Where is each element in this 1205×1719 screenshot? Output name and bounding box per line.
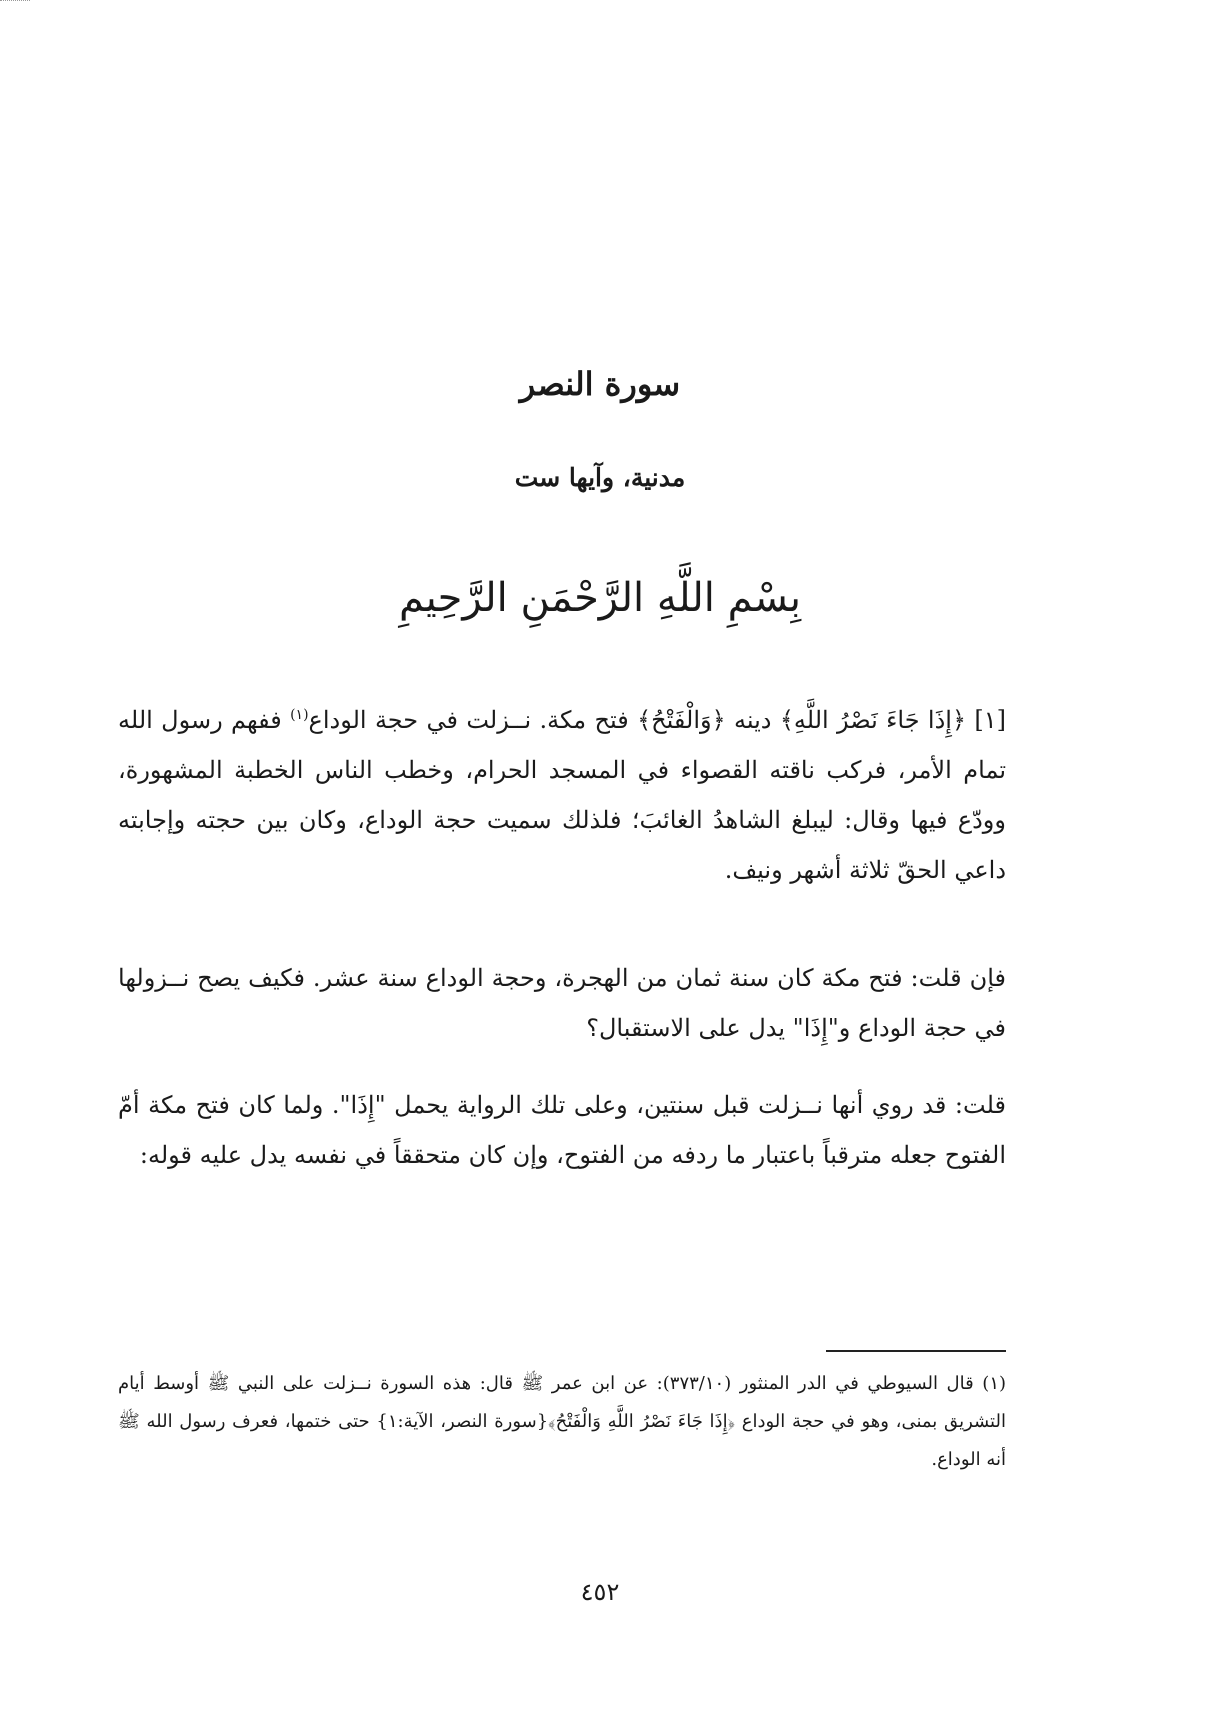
footnote: (١) قال السيوطي في الدر المنثور (٣٧٣/١٠): عن ابن عمر ﷺ قال: هذه السورة نــزلت على النبي ﷺ أوسط أيام التشريق بمنى، وهو في حجة الوداع ﴿إِذَا جَاءَ نَصْرُ اللَّهِ وَالْفَتْحُ﴾{سورة النصر، الآية:١} حتى ختمها، فعرف رسول الله ﷺ أنه الوداع. — [118, 1373, 1007, 1470]
paragraph-1-body: ففهم رسول الله تمام الأمر، فركب ناقته القصواء في المسجد الحرام، وخطب الناس الخطبة المشهورة، وودّع فيها وقال: ليبلغ الشاهدُ الغائبَ؛ فلذلك سميت حجة الوداع، وكان بين حجته وإجابته داعي الحقّ ثلاثة أشهر ونيف. — [118, 706, 1006, 884]
surah-meta: مدنية، وآيها ست — [514, 463, 686, 492]
surah-title: سورة النصر — [519, 365, 681, 403]
paragraph-3: قلت: قد روي أنها نــزلت قبل سنتين، وعلى تلك الرواية يحمل "إِذَا". ولما كان فتح مكة أمّ الفتوح جعله مترقباً باعتبار ما ردفه من الفتوح، وإن كان متحققاً في نفسه يدل عليه قوله: — [118, 1091, 1006, 1169]
footnote-separator — [826, 1350, 1006, 1352]
paragraph-1 — [118, 695, 1006, 895]
footnote-reference: (١) — [290, 707, 309, 723]
basmala: بِسْمِ اللَّهِ الرَّحْمَنِ الرَّحِيمِ — [398, 575, 802, 621]
paragraph-2: فإن قلت: فتح مكة كان سنة ثمان من الهجرة، وحجة الوداع سنة عشر. فكيف يصح نــزولها في حجة الوداع و"إِذَا" يدل على الاستقبال؟ — [118, 964, 1006, 1042]
paragraph-1-opening: [١] ﴿إِذَا جَاءَ نَصْرُ اللَّهِ﴾ دينه ﴿وَالْفَتْحُ﴾ فتح مكة. نــزلت في حجة الوداع — [308, 706, 1007, 734]
corner-mark — [0, 0, 30, 1]
page-number: ٤٥٢ — [580, 1578, 620, 1606]
